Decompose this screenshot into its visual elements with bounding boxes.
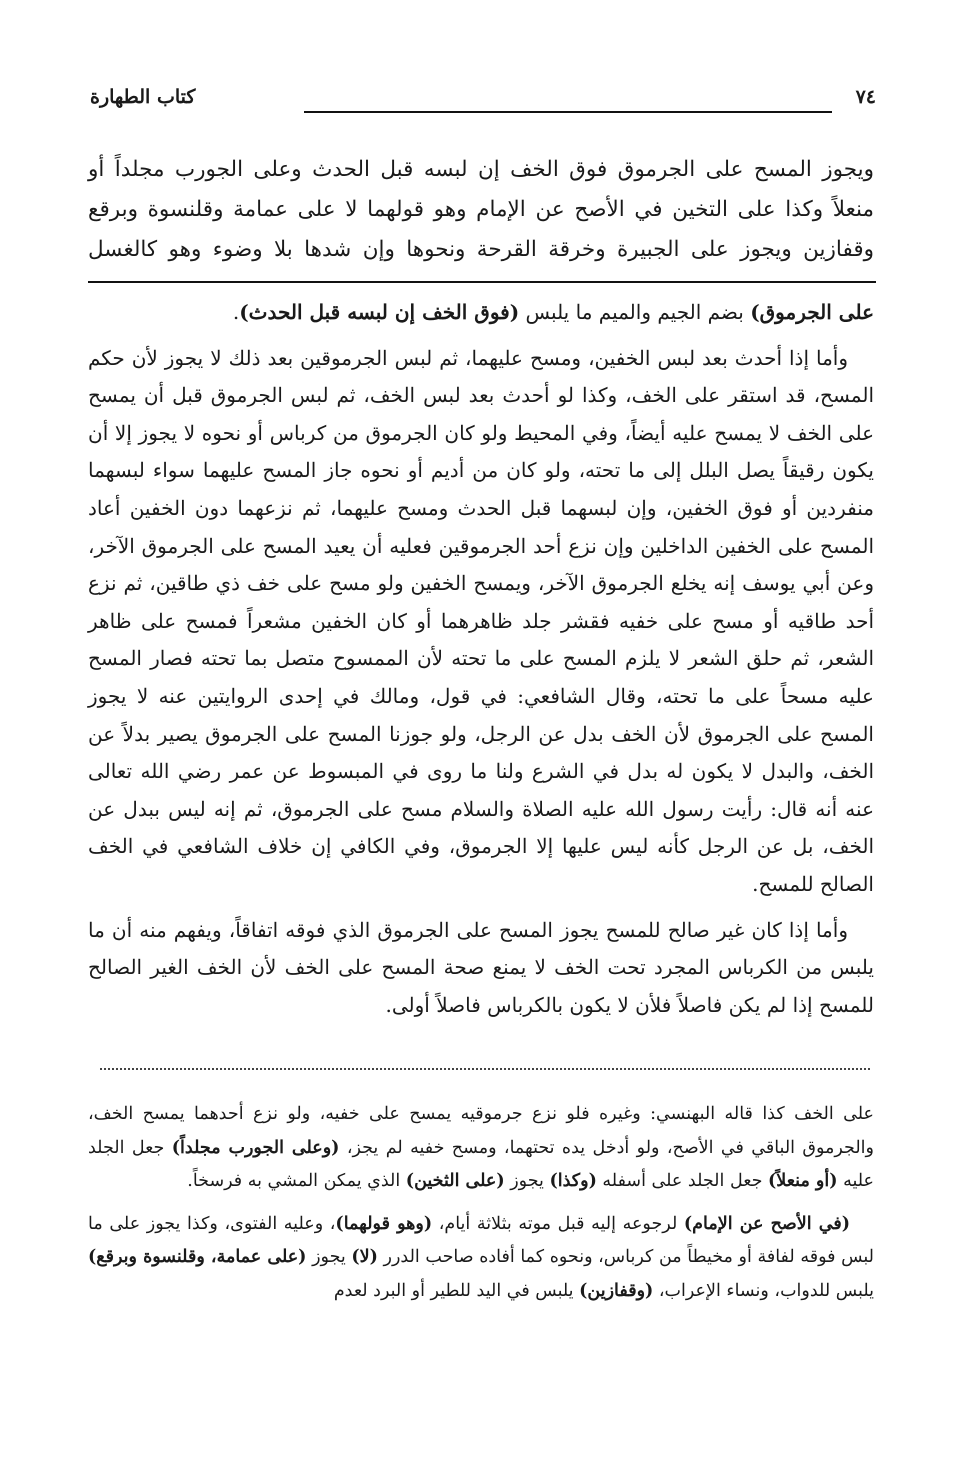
sharh-text: . — [232, 300, 240, 324]
footnote-separator — [100, 1068, 870, 1070]
hashiya-lemma: (وهو قولهما) — [335, 1213, 433, 1234]
hashiya-text: ، وعليه الفتوى، وكذا يجوز على ما لبس فوقه لفافة أو مخيطاً من كرباس، ونحوه كما أفاده صاحب الدرر — [88, 1213, 875, 1267]
hashiya-text: جعل الجلد على أسفله — [596, 1171, 769, 1191]
hashiya-text: يلبس للدواب، ونساء الإعراب، — [653, 1280, 874, 1301]
hashiya-text: جعل الجلد عليه — [88, 1137, 874, 1191]
page-header — [90, 86, 876, 120]
hashiya-lemma: (لا) — [351, 1247, 378, 1267]
hashiya-lemma: (على عمامة، وقلنسوة وبرقع) — [88, 1247, 307, 1267]
sharh-lemma: (فوق الخف إن لبسه قبل الحدث) — [239, 300, 520, 324]
page-number: ٧٤ — [855, 86, 876, 108]
sharh-lemma: على الجرموق) — [750, 300, 874, 324]
sharh-paragraph-2: وأما إذا أحدث بعد لبس الخفين، ومسح عليهما، ثم لبس الجرموقين بعد ذلك لا يجوز لأن حكم المسح، قد استقر على الخف، وكذا لو أحدث بعد لبس الخف، ثم لبس الجرموق قبل أن يمسح على الخف لا يمسح عليه أيضاً، وفي المحيط ولو كان الجرموق من كرباس أو نحوه لا يجوز إلا أن يكون رقيقاً يصل البلل إلى ما تحته، ولو كان من أديم أو نحوه جاز المسح عليهما سواء لبسهما منفردين أو فوق الخفين، وإن لبسهما قبل الحدث ومسح عليهما، ثم نزعهما دون الخفين أعاد المسح على الخفين الداخلين وإن نزع أحد الجرموقين فعليه أن يعيد المسح على الجرموق الآخر، وعن أبي يوسف إنه يخلع الجرموق الآخر، ويمسح الخفين ولو مسح على خف ذي طاقين، ثم نزع أحد طاقيه أو مسح على خفيه فقشر جلد ظاهرهما أو كان الخفين مشعراً فمسح على ظاهر الشعر، ثم حلق الشعر لا يلزم المسح على ما تحته لأن الممسوح متصل بما تحته فصار المسح عليه مسحاً على ما تحته، وقال الشافعي: في قول، ومالك في إحدى الروايتين عنه لا يجوز المسح على الجرموق لأن الخف بدل عن الرجل، ولو جوزنا المسح على الجرموق يصير بدلاً عن الخف، والبدل لا يكون له بدل في الشرع ولنا ما روى في المبسوط عن عمر رضي الله تعالى عنه أنه قال: رأيت رسول الله عليه الصلاة والسلام مسح على الجرموق، ثم إنه ليس ببدل عن الخف، بل عن الرجل كأنه ليس عليها إلا الجرموق، وفي الكافي إن خلاف الشافعي في الخف الصالح للمسح. — [88, 345, 875, 896]
hashiya-text: يجوز — [504, 1171, 550, 1191]
hashiya-lemma: (وعلى الجورب مجلداً) — [171, 1137, 340, 1158]
sharh-text: بضم الجيم والميم ما يلبس — [519, 300, 751, 324]
hashiya-lemma: (على الثخين) — [405, 1171, 505, 1191]
hashiya-text: يجوز — [306, 1247, 352, 1267]
hashiya-paragraph-2 — [88, 1208, 874, 1309]
hashiya-text: لرجوعه إليه قبل موته بثلاثة أيام، — [432, 1213, 684, 1234]
hashiya-lemma: (وكذا) — [549, 1171, 597, 1191]
hashiya-paragraph-1 — [88, 1098, 874, 1199]
hashiya-lemma: (وقفازين) — [579, 1280, 654, 1301]
matn-text: ويجوز المسح على الجرموق فوق الخف إن لبسه قبل الحدث وعلى الجورب مجلداً أو منعلاً وكذا على التخين في الأصح عن الإمام وهو قولهما لا على عمامة وقلنسوة وبرقع وقفازين ويجوز على الجبيرة وخرقة القرحة ونحوها وإن شدها بلا وضوء وهو كالغسل — [88, 157, 874, 262]
hashiya-footnotes — [88, 1098, 874, 1317]
book-title: كتاب الطهارة — [90, 86, 196, 108]
header-rule — [304, 111, 832, 113]
hashiya-text: الذي يمكن المشي به فرسخاً. — [187, 1171, 406, 1191]
sharh-paragraph-1 — [88, 294, 874, 332]
hashiya-text: على الخف كذا قاله البهنسي: وغيره فلو نزع جرموقيه يمسح على خفيه، ولو نزع أحدهما يمسح الخف، والجرموق الباقي في الأصح، ولو أدخل يده تحتهما، ومسح خفيه لم يجز، — [88, 1104, 874, 1158]
sharh-paragraph-3: وأما إذا كان غير صالح للمسح يجوز المسح على الجرموق الذي فوقه اتفاقاً، ويفهم منه أن ما يلبس من الكرباس المجرد تحت الخف لا يمنع صحة المسح على الخف لأن الخف الغير الصالح للمسح إذا لم يكن فاصلاً فلأن لا يكون بالكرباس فاصلاً أولى. — [88, 917, 874, 1017]
sharh-commentary — [88, 294, 874, 1032]
hashiya-lemma: (أو منعلاً) — [768, 1171, 838, 1191]
matn-divider — [88, 281, 876, 283]
hashiya-text: يلبس في اليد للطير أو البرد لعدم — [333, 1280, 580, 1301]
hashiya-lemma: (في الأصح عن الإمام) — [683, 1213, 850, 1234]
